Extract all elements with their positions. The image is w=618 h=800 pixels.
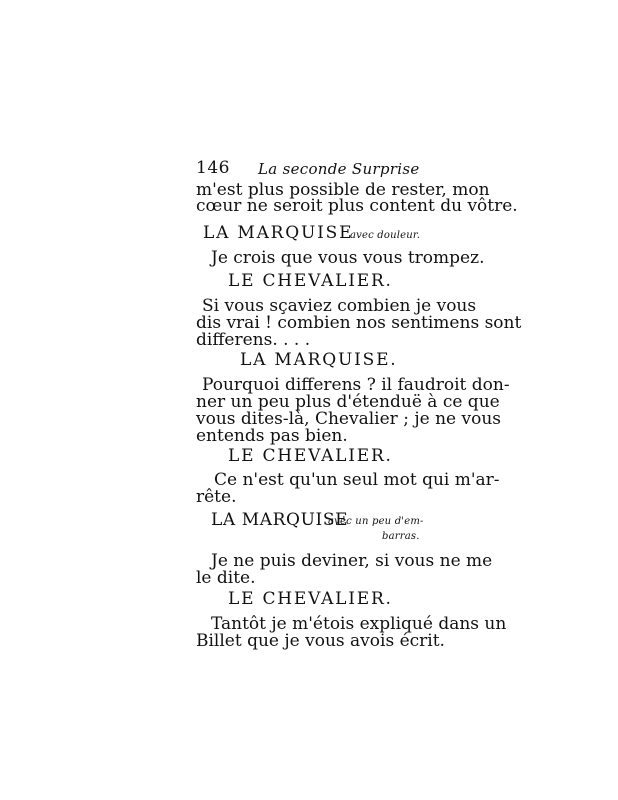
speaker-name: LE CHEVALIER. <box>228 446 393 466</box>
speaker-name: LA MARQUISE <box>203 223 354 243</box>
text-line: differens. . . . <box>196 330 311 350</box>
text-line: cœur ne seroit plus content du vôtre. <box>196 196 518 216</box>
text-line: entends pas bien. <box>196 426 348 446</box>
stage-direction: barras. <box>382 531 420 542</box>
page-number: 146 <box>196 158 230 178</box>
text-line: le dite. <box>196 568 256 588</box>
text-line: Tantôt je m'étois expliqué dans un <box>211 614 507 634</box>
text-line: Ce n'est qu'un seul mot qui m'ar- <box>214 470 500 490</box>
text-line: Si vous sçaviez combien je vous <box>202 296 477 316</box>
running-title: La seconde Surprise <box>258 160 420 178</box>
text-line: ner un peu plus d'étenduë à ce que <box>196 392 500 412</box>
text-line: Billet que je vous avois écrit. <box>196 631 445 651</box>
speaker-name: LE CHEVALIER. <box>228 271 393 291</box>
stage-direction: avec douleur. <box>350 230 421 241</box>
text-line: Pourquoi differens ? il faudroit don- <box>202 375 510 395</box>
speaker-name: LA MARQUISE <box>211 510 349 530</box>
text-line: dis vrai ! combien nos sentimens sont <box>196 313 522 333</box>
text-line: m'est plus possible de rester, mon <box>196 180 490 200</box>
stage-direction: avec un peu d'em- <box>328 516 424 527</box>
text-line: vous dites-là, Chevalier ; je ne vous <box>196 409 501 429</box>
speaker-name: LE CHEVALIER. <box>228 589 393 609</box>
speaker-name: LA MARQUISE. <box>240 350 398 370</box>
text-line: Je crois que vous vous trompez. <box>211 248 485 268</box>
text-line: rête. <box>196 487 237 507</box>
text-line: Je ne puis deviner, si vous ne me <box>211 551 493 571</box>
